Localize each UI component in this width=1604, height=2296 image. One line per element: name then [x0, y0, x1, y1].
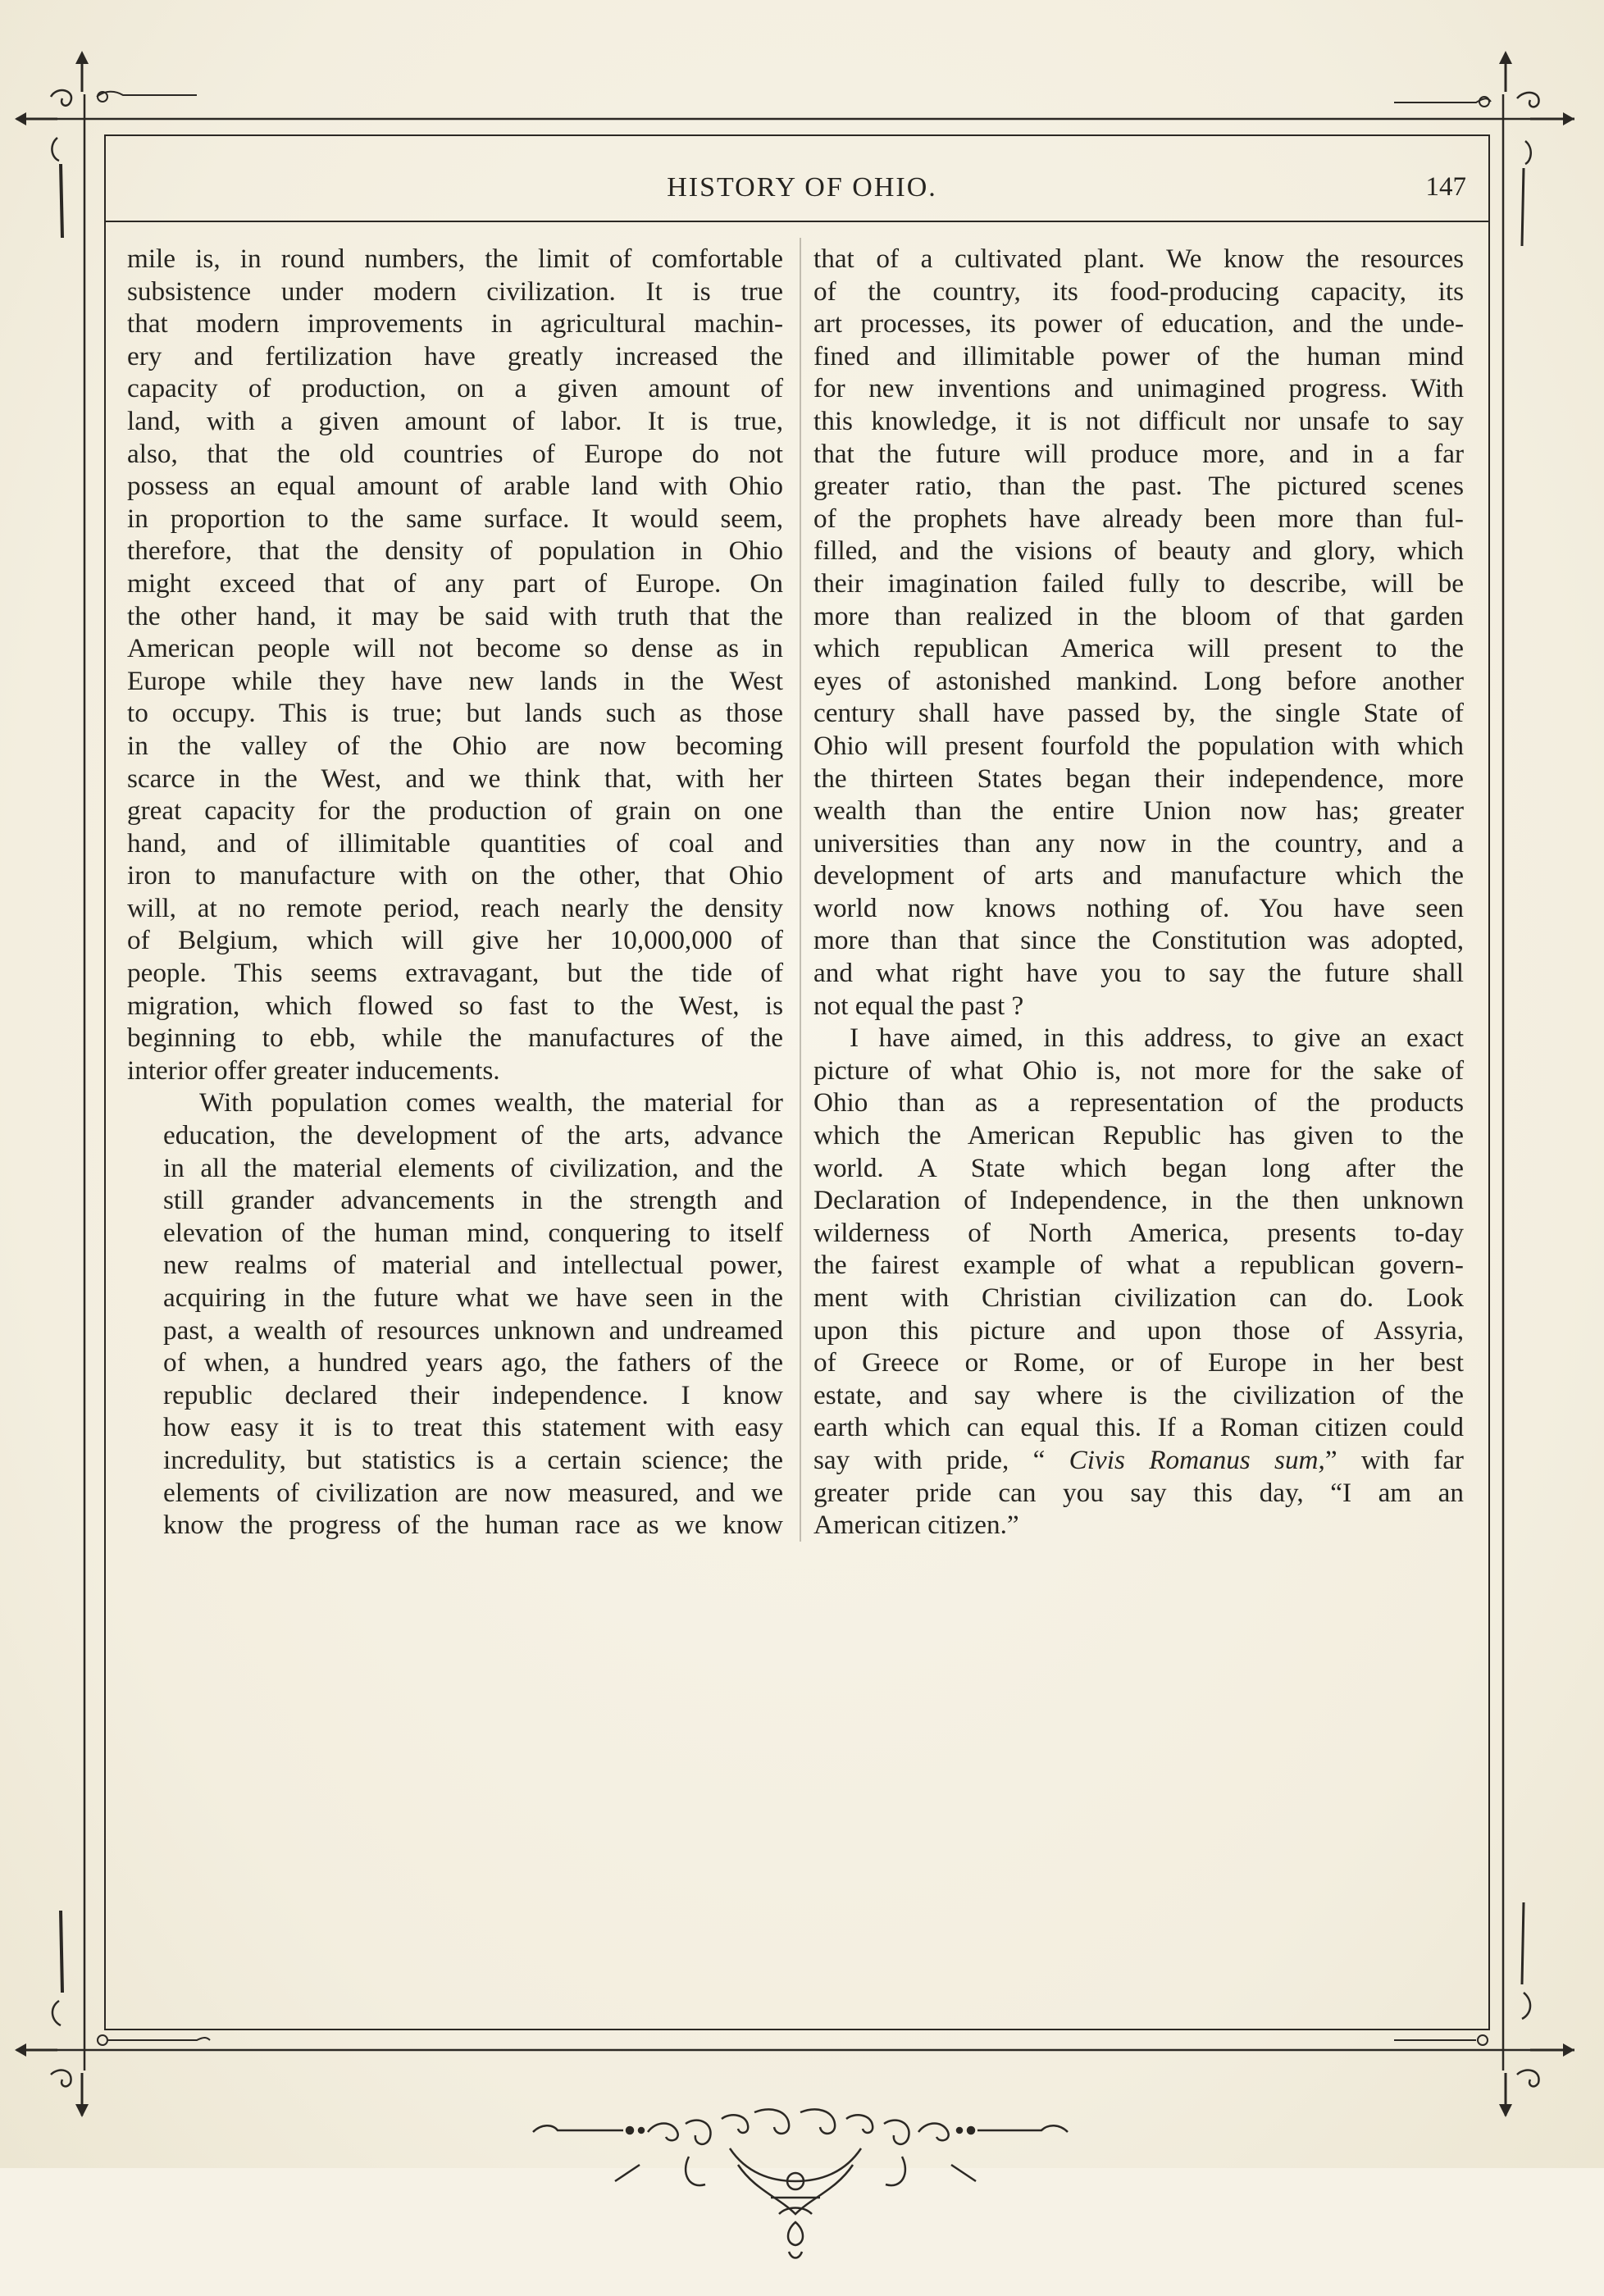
text-line: which the American Republic has given to the [813, 1120, 1464, 1151]
text-line: people. This seems extravagant, but the tide of [127, 958, 783, 989]
text-line: earth which can equal this. If a Roman citizen could [813, 1412, 1464, 1443]
text-line: picture of what Ohio is, not more for the sake of [813, 1055, 1464, 1086]
text-line: more than realized in the bloom of that garden [813, 600, 1464, 631]
text-line: the other hand, it may be said with truth that the [127, 600, 783, 631]
text-line: mile is, in round numbers, the limit of comfortable [127, 244, 783, 274]
left-paragraph-2 [127, 1086, 783, 1541]
text-line: therefore, that the density of population in Ohio [127, 535, 783, 567]
text-line: estate, and say where is the civilization of the [813, 1379, 1464, 1410]
text-line: also, that the old countries of Europe do not [127, 438, 783, 469]
text-line: universities than any now in the country, and a [813, 827, 1464, 859]
text-line: beginning to ebb, while the manufactures of the [127, 1023, 783, 1054]
text-line: of when, a hundred years ago, the fathers of the [163, 1347, 783, 1378]
latin-phrase: Civis Romanus sum, [1069, 1444, 1325, 1475]
text-line: republic declared their independence. I know [163, 1379, 783, 1410]
text-line: ment with Christian civilization can do. Look [813, 1282, 1464, 1313]
quote-after: ” with far [1324, 1444, 1464, 1475]
text-line: still grander advancements in the strength and [163, 1185, 783, 1216]
text-line: and what right have you to say the future shall [813, 958, 1464, 989]
text-line: hand, and of illimitable quantities of coal and [127, 827, 783, 859]
text-line: that the future will produce more, and in a far [813, 438, 1464, 469]
text-line: greater pride can you say this day, “I am an [813, 1477, 1464, 1508]
text-line: know the progress of the human race as we know [163, 1510, 783, 1541]
text-line: incredulity, but statistics is a certain science; the [163, 1444, 783, 1475]
text-line: to occupy. This is true; but lands such as those [127, 698, 783, 729]
text-line: elements of civilization are now measured, and we [163, 1477, 783, 1508]
text-line: in proportion to the same surface. It would seem, [127, 503, 783, 534]
text-line: subsistence under modern civilization. It is true [127, 276, 783, 307]
text-line: new realms of material and intellectual power, [163, 1250, 783, 1281]
text-line: American people will not become so dense as in [127, 633, 783, 664]
text-line: possess an equal amount of arable land with Ohio [127, 471, 783, 502]
page-number: 147 [1425, 172, 1466, 202]
text-line: upon this picture and upon those of Assyria, [813, 1314, 1464, 1346]
text-line: development of arts and manufacture which the [813, 860, 1464, 891]
text-line: greater ratio, than the past. The pictured scenes [813, 471, 1464, 502]
text-line: the thirteen States began their independence, more [813, 763, 1464, 794]
text-line: filled, and the visions of beauty and glory, which [813, 535, 1464, 567]
text-line: acquiring in the future what we have seen in the [163, 1282, 783, 1313]
text-line: of the country, its food-producing capacity, its [813, 276, 1464, 307]
quote-line [813, 1444, 1464, 1477]
text-line: eyes of astonished mankind. Long before another [813, 665, 1464, 696]
text-line: capacity of production, on a given amount of [127, 373, 783, 404]
text-line: of Belgium, which will give her 10,000,000 of [127, 925, 783, 956]
text-line: world now knows nothing of. You have seen [813, 892, 1464, 923]
quote-before: say with pride, “ [813, 1444, 1069, 1475]
text-line: wilderness of North America, presents to-day [813, 1217, 1464, 1248]
text-line: migration, which flowed so fast to the West, is [127, 990, 783, 1021]
text-line: education, the development of the arts, advance [163, 1120, 783, 1151]
text-line: iron to manufacture with on the other, that Ohio [127, 860, 783, 891]
right-paragraph-1 [813, 243, 1464, 1022]
text-line: of Greece or Rome, or of Europe in her best [813, 1347, 1464, 1378]
left-paragraph-1 [127, 243, 783, 1086]
text-line: ery and fertilization have greatly increased the [127, 340, 783, 371]
right-column [813, 243, 1464, 1542]
text-line: which republican America will present to the [813, 633, 1464, 664]
text-line: American citizen.” [813, 1510, 1019, 1541]
text-line: Europe while they have new lands in the West [127, 665, 783, 696]
text-line: the fairest example of what a republican govern- [813, 1250, 1464, 1281]
left-column [127, 243, 783, 1542]
text-line: in all the material elements of civilization, and the [163, 1152, 783, 1183]
text-line: fined and illimitable power of the human mind [813, 340, 1464, 371]
text-line: Ohio than as a representation of the products [813, 1087, 1464, 1118]
text-line: elevation of the human mind, conquering to itself [163, 1217, 783, 1248]
text-line: century shall have passed by, the single State of [813, 698, 1464, 729]
text-line: this knowledge, it is not difficult nor unsafe to say [813, 405, 1464, 436]
text-line: Ohio will present fourfold the population with which [813, 730, 1464, 761]
text-line: interior offer greater inducements. [127, 1055, 500, 1086]
text-line: world. A State which began long after the [813, 1152, 1464, 1183]
text-line: in the valley of the Ohio are now becoming [127, 730, 783, 761]
text-line: I have aimed, in this address, to give an exact [850, 1023, 1464, 1054]
page-title: HISTORY OF OHIO. [667, 172, 937, 203]
running-head [105, 172, 1491, 221]
text-line: that of a cultivated plant. We know the resources [813, 244, 1464, 274]
text-line: With population comes wealth, the material for [199, 1087, 783, 1118]
text-line: Declaration of Independence, in the then unknown [813, 1185, 1464, 1216]
text-line: wealth than the entire Union now has; greater [813, 795, 1464, 827]
right-paragraph-2 [813, 1022, 1464, 1542]
text-line: their imagination failed fully to describe, will be [813, 567, 1464, 599]
text-line: art processes, its power of education, and the unde- [813, 308, 1464, 339]
text-line: not equal the past ? [813, 990, 1024, 1021]
text-line: how easy it is to treat this statement with easy [163, 1412, 783, 1443]
text-line: that modern improvements in agricultural machin- [127, 308, 783, 339]
text-line: great capacity for the production of grain on one [127, 795, 783, 827]
text-line: more than that since the Constitution was adopted, [813, 925, 1464, 956]
text-line: will, at no remote period, reach nearly the density [127, 892, 783, 923]
text-line: of the prophets have already been more than ful- [813, 503, 1464, 534]
text-line: scarce in the West, and we think that, with her [127, 763, 783, 794]
tailpiece-ornament [525, 2099, 1082, 2296]
text-line: might exceed that of any part of Europe. On [127, 567, 783, 599]
text-line: land, with a given amount of labor. It is true, [127, 405, 783, 436]
text-line: for new inventions and unimagined progress. With [813, 373, 1464, 404]
text-line: past, a wealth of resources unknown and undreamed [163, 1314, 783, 1346]
